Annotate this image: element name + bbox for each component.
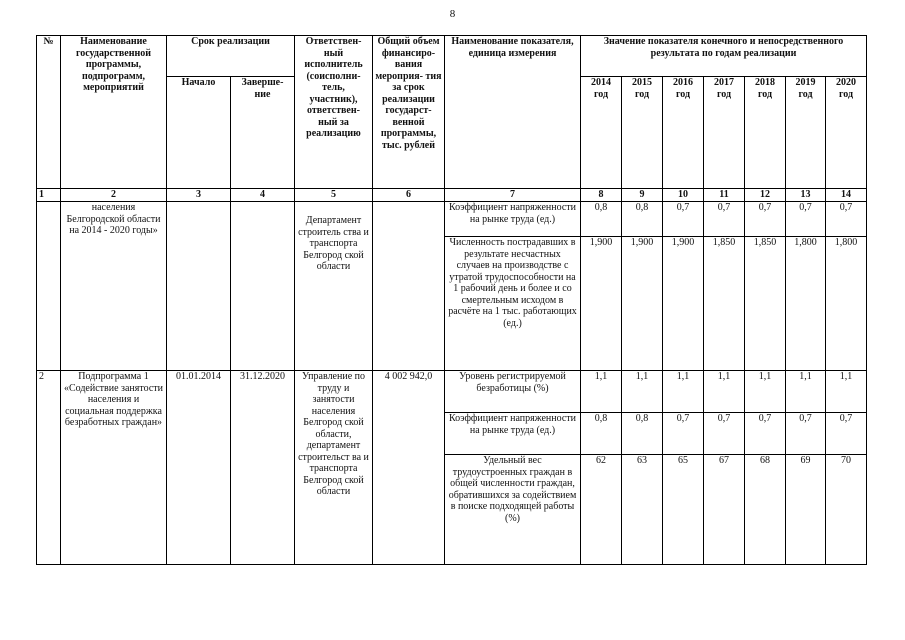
indicator-value: 0,8 bbox=[581, 202, 622, 237]
header-num: № bbox=[37, 36, 61, 189]
indicator-value: 1,900 bbox=[663, 237, 704, 371]
start-date-empty bbox=[167, 202, 231, 371]
column-number: 9 bbox=[622, 189, 663, 202]
row-num: 2 bbox=[37, 371, 61, 565]
indicator-value: 1,1 bbox=[663, 371, 704, 413]
indicator-value: 1,900 bbox=[581, 237, 622, 371]
column-number: 14 bbox=[826, 189, 867, 202]
header-year: 2014 год bbox=[581, 77, 622, 189]
indicator-value: 1,900 bbox=[622, 237, 663, 371]
header-year: 2016 год bbox=[663, 77, 704, 189]
funding-empty bbox=[373, 202, 445, 371]
indicator-name: Коэффициент напряженности на рынке труда (ед.) bbox=[445, 413, 581, 455]
indicator-value: 65 bbox=[663, 455, 704, 565]
executor: Департамент строитель ства и транспорта Белгород ской области bbox=[295, 202, 373, 371]
indicator-value: 62 bbox=[581, 455, 622, 565]
indicator-value: 0,7 bbox=[826, 413, 867, 455]
header-values: Значение показателя конечного и непосредственного результата по годам реализации bbox=[581, 36, 867, 77]
header-year: 2020 год bbox=[826, 77, 867, 189]
indicator-value: 0,7 bbox=[704, 202, 745, 237]
header-end: Заверше- ние bbox=[231, 77, 295, 189]
table-row bbox=[37, 371, 867, 413]
column-number: 1 bbox=[37, 189, 61, 202]
header-period: Срок реализации bbox=[167, 36, 295, 77]
indicator-value: 63 bbox=[622, 455, 663, 565]
header-year: 2019 год bbox=[786, 77, 826, 189]
indicator-value: 1,1 bbox=[745, 371, 786, 413]
column-number: 12 bbox=[745, 189, 786, 202]
indicator-value: 69 bbox=[786, 455, 826, 565]
indicator-value: 1,800 bbox=[826, 237, 867, 371]
column-number: 8 bbox=[581, 189, 622, 202]
indicator-value: 0,7 bbox=[663, 413, 704, 455]
indicator-value: 1,1 bbox=[826, 371, 867, 413]
indicator-value: 1,1 bbox=[786, 371, 826, 413]
start-date: 01.01.2014 bbox=[167, 371, 231, 565]
column-number: 2 bbox=[61, 189, 167, 202]
header-indicator: Наименование показателя, единица измерения bbox=[445, 36, 581, 189]
column-number-row bbox=[37, 189, 867, 202]
column-number: 6 bbox=[373, 189, 445, 202]
indicator-value: 0,7 bbox=[826, 202, 867, 237]
table-row bbox=[37, 202, 867, 237]
header-funding: Общий объем финансиро- вания мероприя- тия за срок реализации государст- венной программы, тыс. рублей bbox=[373, 36, 445, 189]
column-number: 3 bbox=[167, 189, 231, 202]
indicator-value: 68 bbox=[745, 455, 786, 565]
indicator-value: 0,7 bbox=[745, 413, 786, 455]
header-name: Наименование государственной программы, подпрограмм, мероприятий bbox=[61, 36, 167, 189]
indicator-value: 1,1 bbox=[581, 371, 622, 413]
column-number: 13 bbox=[786, 189, 826, 202]
end-date-empty bbox=[231, 202, 295, 371]
indicator-value: 1,1 bbox=[704, 371, 745, 413]
subprogram-name: Подпрограмма 1 «Содействие занятости населения и социальная поддержка безработных граждан» bbox=[61, 371, 167, 565]
indicator-value: 0,8 bbox=[622, 413, 663, 455]
executor: Управление по труду и занятости населения Белгород ской области, департамент строительст ва и транспорта Белгород ской области bbox=[295, 371, 373, 565]
indicator-value: 67 bbox=[704, 455, 745, 565]
indicator-value: 0,7 bbox=[745, 202, 786, 237]
indicator-value: 0,8 bbox=[581, 413, 622, 455]
header-year: 2017 год bbox=[704, 77, 745, 189]
indicator-name: Уровень регистрируемой безработицы (%) bbox=[445, 371, 581, 413]
program-name: населения Белгородской области на 2014 - 2020 годы» bbox=[61, 202, 167, 371]
indicator-value: 1,1 bbox=[622, 371, 663, 413]
column-number: 4 bbox=[231, 189, 295, 202]
indicator-name: Коэффициент напряженности на рынке труда (ед.) bbox=[445, 202, 581, 237]
indicator-value: 0,7 bbox=[663, 202, 704, 237]
header-start: Начало bbox=[167, 77, 231, 189]
header-executor: Ответствен- ный исполнитель (соисполни- тель, участник), ответствен- ный за реализацию bbox=[295, 36, 373, 189]
indicator-value: 1,850 bbox=[745, 237, 786, 371]
header-row-1 bbox=[37, 36, 867, 77]
indicator-value: 0,7 bbox=[786, 202, 826, 237]
column-number: 5 bbox=[295, 189, 373, 202]
indicator-value: 1,800 bbox=[786, 237, 826, 371]
indicator-value: 0,8 bbox=[622, 202, 663, 237]
column-number: 7 bbox=[445, 189, 581, 202]
header-year: 2015 год bbox=[622, 77, 663, 189]
indicator-value: 0,7 bbox=[786, 413, 826, 455]
indicator-name: Численность пострадавших в результате несчастных случаев на производстве с утратой трудоспособности на 1 рабочий день и более и со смертельным исходом в расчёте на 1 тыс. работающих (ед.) bbox=[445, 237, 581, 371]
row-num-empty bbox=[37, 202, 61, 371]
indicator-name: Удельный вес трудоустроенных граждан в общей численности граждан, обратившихся за содействием в поиске подходящей работы (%) bbox=[445, 455, 581, 565]
indicator-value: 1,850 bbox=[704, 237, 745, 371]
program-table bbox=[36, 35, 867, 565]
end-date: 31.12.2020 bbox=[231, 371, 295, 565]
column-number: 11 bbox=[704, 189, 745, 202]
column-number: 10 bbox=[663, 189, 704, 202]
header-year: 2018 год bbox=[745, 77, 786, 189]
page-number: 8 bbox=[449, 8, 456, 20]
indicator-value: 0,7 bbox=[704, 413, 745, 455]
funding: 4 002 942,0 bbox=[373, 371, 445, 565]
indicator-value: 70 bbox=[826, 455, 867, 565]
